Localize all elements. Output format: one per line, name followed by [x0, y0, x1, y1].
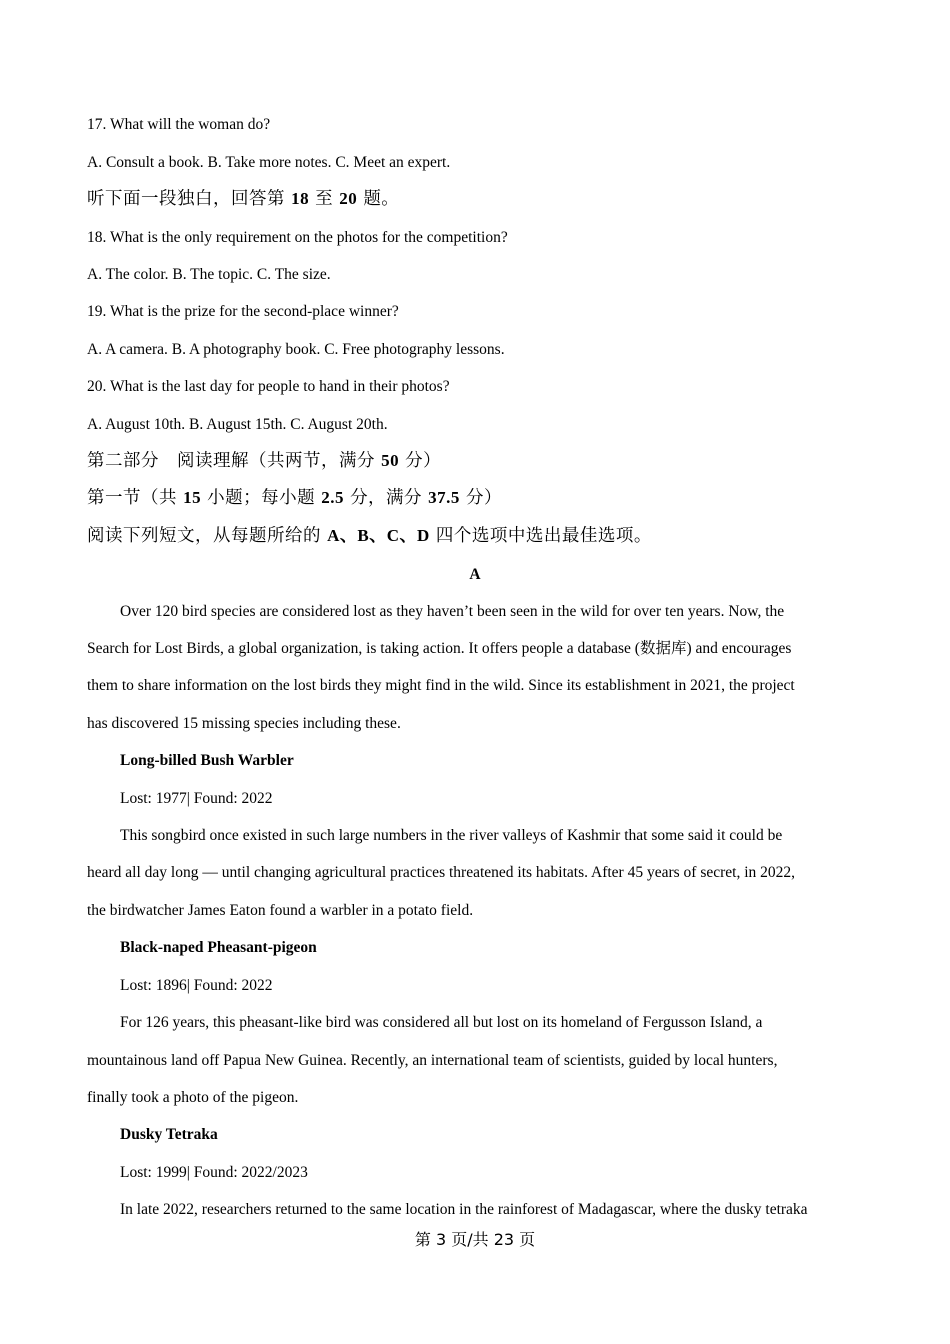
- bird-text-line: heard all day long — until changing agricultural practices threatened its habitats. After 45 years of secret, in 2022,: [87, 864, 796, 881]
- question-19: 19. What is the prize for the second-place winner?: [87, 303, 399, 320]
- passage-intro-line: Search for Lost Birds, a global organization, is taking action. It offers people a database (数据库) and encourages: [87, 640, 792, 657]
- question-20-options: A. August 10th. B. August 15th. C. August 20th.: [87, 416, 388, 433]
- question-18: 18. What is the only requirement on the photos for the competition?: [87, 229, 508, 246]
- bird-text-line: For 126 years, this pheasant-like bird was considered all but lost on its homeland of Fergusson Island, a: [120, 1014, 763, 1031]
- reading-instruction: 阅读下列短文，从每题所给的 A、B、C、D 四个选项中选出最佳选项。: [87, 526, 652, 546]
- question-19-options: A. A camera. B. A photography book. C. Free photography lessons.: [87, 341, 505, 358]
- question-17-options: A. Consult a book. B. Take more notes. C. Meet an expert.: [87, 154, 451, 171]
- bird-text-line: In late 2022, researchers returned to the same location in the rainforest of Madagascar, where the dusky tetraka: [120, 1201, 808, 1218]
- passage-intro-line: them to share information on the lost birds they might find in the wild. Since its establishment in 2021, the project: [87, 677, 795, 694]
- bird-name-warbler: Long-billed Bush Warbler: [120, 752, 294, 769]
- bird-name-dusky-tetraka: Dusky Tetraka: [120, 1126, 218, 1143]
- question-20: 20. What is the last day for people to hand in their photos?: [87, 378, 450, 395]
- part2-heading: 第二部分 阅读理解（共两节，满分 50 分）: [87, 451, 442, 471]
- bird-dates-warbler: Lost: 1977| Found: 2022: [120, 790, 273, 807]
- question-17: 17. What will the woman do?: [87, 116, 271, 133]
- bird-text-line: the birdwatcher James Eaton found a warbler in a potato field.: [87, 902, 474, 919]
- page-footer: 第 3 页/共 23 页: [414, 1230, 536, 1249]
- section1-heading: 第一节（共 15 小题；每小题 2.5 分，满分 37.5 分）: [87, 488, 502, 508]
- bird-text-line: finally took a photo of the pigeon.: [87, 1089, 299, 1106]
- passage-intro-line: has discovered 15 missing species including these.: [87, 715, 401, 732]
- passage-intro-line: Over 120 bird species are considered lost as they haven’t been seen in the wild for over ten years. Now, the: [120, 603, 785, 620]
- listening-instruction-18-20: 听下面一段独白，回答第 18 至 20 题。: [87, 189, 400, 209]
- bird-name-pheasant-pigeon: Black-naped Pheasant-pigeon: [120, 939, 317, 956]
- bird-text-line: mountainous land off Papua New Guinea. Recently, an international team of scientists, guided by local hunters,: [87, 1052, 778, 1069]
- passage-label: A: [469, 566, 481, 583]
- question-18-options: A. The color. B. The topic. C. The size.: [87, 266, 331, 283]
- bird-text-line: This songbird once existed in such large numbers in the river valleys of Kashmir that some said it could be: [120, 827, 783, 844]
- bird-dates-pheasant-pigeon: Lost: 1896| Found: 2022: [120, 977, 273, 994]
- bird-dates-dusky-tetraka: Lost: 1999| Found: 2022/2023: [120, 1164, 308, 1181]
